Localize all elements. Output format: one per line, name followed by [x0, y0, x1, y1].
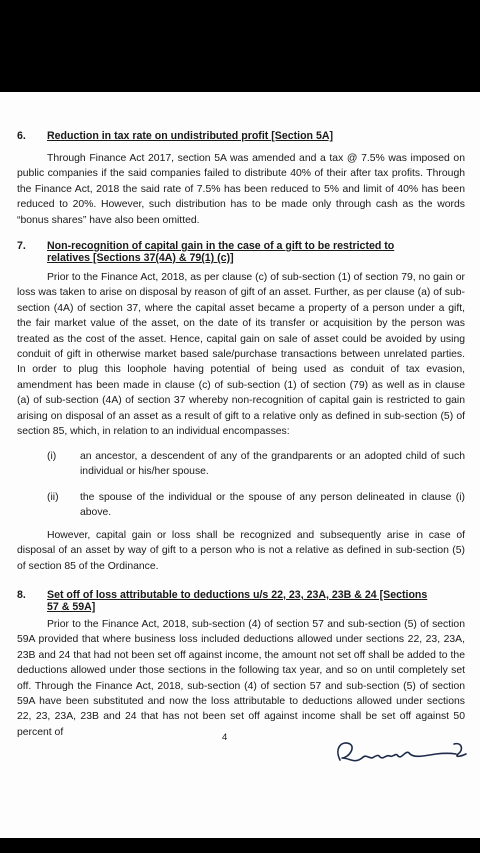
section-7-heading-line1: Non-recognition of capital gain in the case of a gift to be restricted to: [47, 240, 395, 252]
page-number: 4: [222, 732, 228, 743]
section-6-number: 6.: [17, 130, 26, 142]
bottom-black-bar: [0, 838, 480, 853]
section-8-heading-line2: 57 & 59A]: [47, 601, 96, 613]
list-item-label-i: (i): [47, 451, 57, 462]
section-8-heading-line1: Set off of loss attributable to deductions u/s 22, 23, 23A, 23B & 24 [Sections: [47, 589, 428, 601]
list-item-text-ii: the spouse of the individual or the spouse of any person delineated in clause (i) above.: [80, 492, 465, 518]
section-7-paragraph-2: However, capital gain or loss shall be recognized and subsequently arise in case of disposal of an asset by way of gift to a person who is not a relative as defined in sub-section (5) of section 85 of the Ordinance.: [17, 530, 465, 572]
section-8-number: 8.: [17, 589, 26, 601]
section-6-heading: Reduction in tax rate on undistributed profit [Section 5A]: [47, 130, 334, 142]
section-7-paragraph-1: Prior to the Finance Act, 2018, as per clause (c) of sub-section (1) of section 79, no gain or loss was taken to arise on disposal by reason of gift of an asset. Further, as per clause (a) of sub-section (4A) of section 37, where the capital asset became a property of a person under a gift, the fair market value of the asset, on the date of its transfer or acquisition by the person was treated as the cost of the asset. Hence, capital gain on sale of asset could be avoided by using conduit of gift in otherwise market based sale/purchase transactions between unrelated parties. In order to plug this loophole having potential of being used as conduit of tax evasion, amendment has been made in clause (c) of sub-section (1) of section (79) as well as in clause (a) of sub-section (4A) of section 37 whereby non-recognition of capital gain is restricted to gain arising on disposal of an asset as a result of gift to a relative only as defined in sub-section (5) of section 85, which, in relation to an individual encompasses:: [17, 272, 465, 438]
signature-image: [332, 734, 472, 772]
list-item-text-i: an ancestor, a descendent of any of the grandparents or an adopted child of such individual or his/her spouse.: [80, 451, 465, 477]
section-8-paragraph: Prior to the Finance Act, 2018, sub-section (4) of section 57 and sub-section (5) of section 59A provided that where business loss included deductions allowed under sections 22, 23, 23A, 23B and 24 that had not been set off against income, the amount not set off shall be added to the deductions allowed under those sections in the following tax year, and so on until completely set off. Through the Finance Act, 2018, sub-section (4) of section 57 and sub-section (5) of section 59A have been substituted and now the loss attributable to deductions allowed under sections 22, 23, 23A, 23B and 24 that has not been set off against income shall be set off against 50 percent of: [17, 619, 465, 738]
section-7-number: 7.: [17, 240, 26, 252]
document-page: [0, 92, 480, 838]
top-black-bar: [0, 0, 480, 92]
section-6-paragraph: Through Finance Act 2017, section 5A was amended and a tax @ 7.5% was imposed on public companies if the said companies failed to distribute 40% of their after tax profits. Through the Finance Act, 2018 the said rate of 7.5% has been reduced to 5% and limit of 40% has been reduced to 20%. However, such distribution has to be made only through cash as the words “bonus shares” have also been omitted.: [17, 153, 465, 226]
list-item-label-ii: (ii): [47, 492, 59, 503]
section-7-heading-line2: relatives [Sections 37(4A) & 79(1) (c)]: [47, 252, 234, 264]
